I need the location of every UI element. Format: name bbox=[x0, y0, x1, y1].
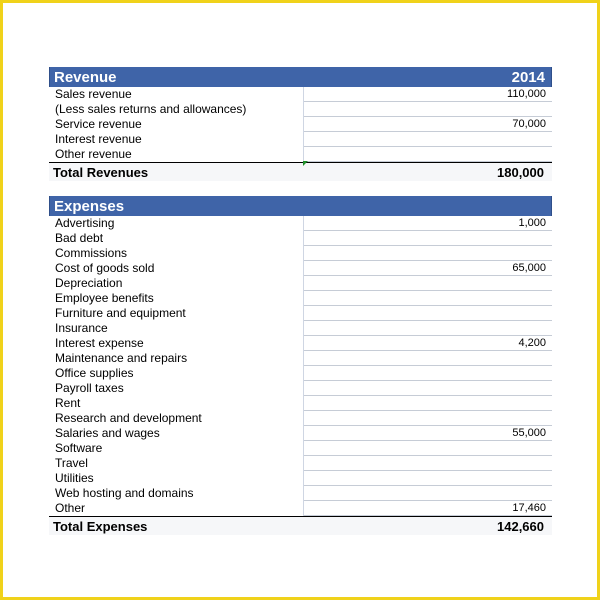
expense-row-label: Depreciation bbox=[49, 276, 304, 291]
expense-row-label: Other bbox=[49, 501, 304, 516]
expense-row-value-cell[interactable] bbox=[304, 486, 552, 501]
expense-row bbox=[49, 471, 552, 486]
expense-row-label: Payroll taxes bbox=[49, 381, 304, 396]
expense-row-label: Cost of goods sold bbox=[49, 261, 304, 276]
total-revenues-label: Total Revenues bbox=[53, 164, 149, 180]
expense-row-label: Research and development bbox=[49, 411, 304, 426]
total-expenses-label: Total Expenses bbox=[53, 518, 148, 534]
expense-row-label: Employee benefits bbox=[49, 291, 304, 306]
expense-row-label: Web hosting and domains bbox=[49, 486, 304, 501]
revenue-row-label: Other revenue bbox=[49, 147, 304, 162]
expense-row-value-cell[interactable] bbox=[304, 291, 552, 306]
expense-row-value-cell[interactable] bbox=[304, 231, 552, 246]
expense-row-label: Advertising bbox=[49, 216, 304, 231]
revenue-row-label: (Less sales returns and allowances) bbox=[49, 102, 304, 117]
section-gap bbox=[49, 181, 552, 196]
revenue-row-value-cell[interactable] bbox=[304, 102, 552, 117]
expense-row bbox=[49, 501, 552, 516]
expense-row bbox=[49, 261, 552, 276]
expense-row-value-cell[interactable]: 55,000 bbox=[304, 426, 552, 441]
total-expenses-row bbox=[49, 516, 552, 535]
income-statement-sheet bbox=[49, 67, 552, 535]
expense-row-value-cell[interactable]: 17,460 bbox=[304, 501, 552, 516]
revenue-row-value-cell[interactable] bbox=[304, 147, 552, 162]
expense-row-value-cell[interactable] bbox=[304, 456, 552, 471]
revenue-row-label: Sales revenue bbox=[49, 87, 304, 102]
expense-row bbox=[49, 216, 552, 231]
expense-row bbox=[49, 396, 552, 411]
expense-row-value-cell[interactable] bbox=[304, 381, 552, 396]
expense-row bbox=[49, 306, 552, 321]
expense-row bbox=[49, 456, 552, 471]
expense-row bbox=[49, 351, 552, 366]
expense-row-value-cell[interactable] bbox=[304, 396, 552, 411]
expense-row-value-cell[interactable] bbox=[304, 441, 552, 456]
expense-row-value-cell[interactable] bbox=[304, 321, 552, 336]
expense-row-label: Commissions bbox=[49, 246, 304, 261]
expense-row bbox=[49, 366, 552, 381]
total-revenues-value: 180,000 bbox=[497, 164, 544, 180]
expense-row bbox=[49, 486, 552, 501]
expense-row bbox=[49, 336, 552, 351]
total-expenses-value: 142,660 bbox=[497, 518, 544, 534]
expense-row-value-cell[interactable]: 1,000 bbox=[304, 216, 552, 231]
expense-row bbox=[49, 291, 552, 306]
expense-row-label: Rent bbox=[49, 396, 304, 411]
total-revenues-row bbox=[49, 162, 552, 181]
revenue-row-value-cell[interactable]: 70,000 bbox=[304, 117, 552, 132]
expense-row-value-cell[interactable] bbox=[304, 276, 552, 291]
expense-row-value-cell[interactable] bbox=[304, 306, 552, 321]
expense-row bbox=[49, 321, 552, 336]
expenses-title: Expenses bbox=[54, 197, 125, 215]
expense-row-label: Salaries and wages bbox=[49, 426, 304, 441]
revenue-row bbox=[49, 102, 552, 117]
expense-row-label: Interest expense bbox=[49, 336, 304, 351]
expense-row-value-cell[interactable] bbox=[304, 351, 552, 366]
expense-row bbox=[49, 276, 552, 291]
expense-row-label: Office supplies bbox=[49, 366, 304, 381]
expense-row-label: Utilities bbox=[49, 471, 304, 486]
revenue-title: Revenue bbox=[54, 68, 117, 86]
revenue-header bbox=[49, 67, 552, 87]
expense-row bbox=[49, 426, 552, 441]
expense-row bbox=[49, 246, 552, 261]
expense-row bbox=[49, 231, 552, 246]
expense-row-label: Bad debt bbox=[49, 231, 304, 246]
expense-row bbox=[49, 411, 552, 426]
revenue-row bbox=[49, 117, 552, 132]
cell-indicator-icon bbox=[303, 161, 308, 166]
expense-row-value-cell[interactable]: 4,200 bbox=[304, 336, 552, 351]
revenue-row bbox=[49, 87, 552, 102]
revenue-row-value-cell[interactable]: 110,000 bbox=[304, 87, 552, 102]
expense-row-label: Maintenance and repairs bbox=[49, 351, 304, 366]
revenue-row-value-cell[interactable] bbox=[304, 132, 552, 147]
expense-row-label: Insurance bbox=[49, 321, 304, 336]
revenue-row-label: Service revenue bbox=[49, 117, 304, 132]
revenue-rows bbox=[49, 87, 552, 162]
expense-row bbox=[49, 381, 552, 396]
expense-row-label: Software bbox=[49, 441, 304, 456]
expense-rows bbox=[49, 216, 552, 516]
expense-row-value-cell[interactable] bbox=[304, 246, 552, 261]
revenue-row bbox=[49, 147, 552, 162]
expense-row-label: Travel bbox=[49, 456, 304, 471]
year-label: 2014 bbox=[511, 68, 545, 86]
expense-row-label: Furniture and equipment bbox=[49, 306, 304, 321]
expense-row-value-cell[interactable] bbox=[304, 411, 552, 426]
revenue-row-label: Interest revenue bbox=[49, 132, 304, 147]
expense-row bbox=[49, 441, 552, 456]
revenue-row bbox=[49, 132, 552, 147]
expense-row-value-cell[interactable] bbox=[304, 471, 552, 486]
expenses-header bbox=[49, 196, 552, 216]
expense-row-value-cell[interactable] bbox=[304, 366, 552, 381]
expense-row-value-cell[interactable]: 65,000 bbox=[304, 261, 552, 276]
